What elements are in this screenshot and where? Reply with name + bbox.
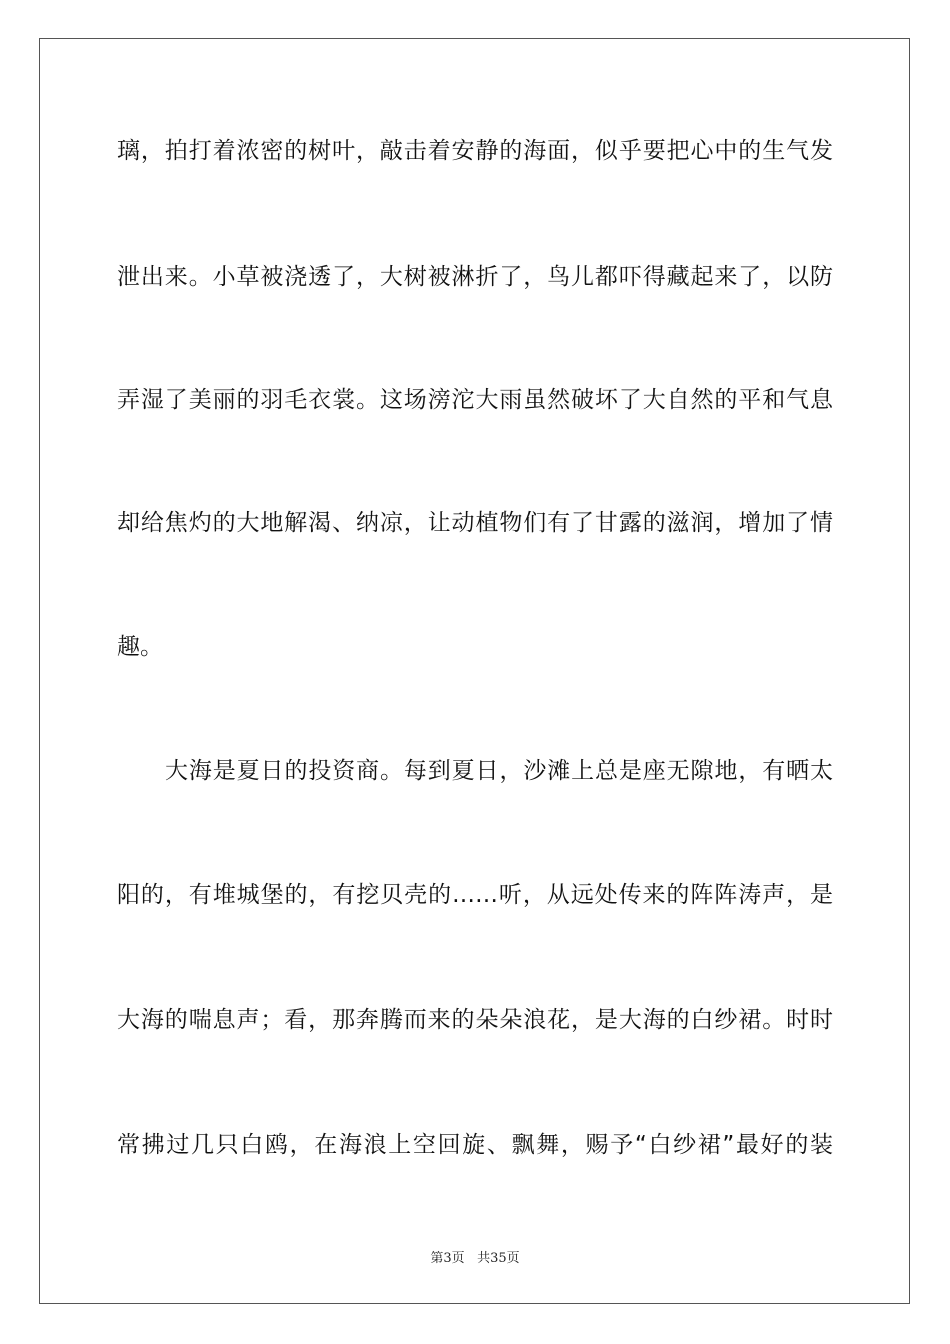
text-line: 阳的，有堆城堡的，有挖贝壳的……听，从远处传来的阵阵涛声，是 — [117, 882, 833, 908]
page-footer — [0, 1247, 950, 1266]
text-line: 弄湿了美丽的羽毛衣裳。这场滂沱大雨虽然破坏了大自然的平和气息 — [117, 387, 833, 413]
page-border — [39, 38, 910, 1304]
text-line: 却给焦灼的大地解渴、纳凉，让动植物们有了甘露的滋润，增加了情 — [117, 510, 833, 536]
text-line: 泄出来。小草被浇透了，大树被淋折了，鸟儿都吓得藏起来了，以防 — [117, 264, 833, 290]
text-line: 常拂过几只白鸥，在海浪上空回旋、飘舞，赐予“白纱裙”最好的装 — [117, 1132, 833, 1158]
text-line: 趣。 — [117, 634, 163, 660]
page-total: 共35页 — [477, 1251, 520, 1266]
text-line: 大海的喘息声；看，那奔腾而来的朵朵浪花，是大海的白纱裙。时时 — [117, 1007, 833, 1033]
text-line: 璃，拍打着浓密的树叶，敲击着安静的海面，似乎要把心中的生气发 — [117, 138, 833, 164]
page-number: 第3页 — [430, 1251, 465, 1266]
text-line: 大海是夏日的投资商。每到夏日，沙滩上总是座无隙地，有晒太 — [165, 758, 833, 784]
